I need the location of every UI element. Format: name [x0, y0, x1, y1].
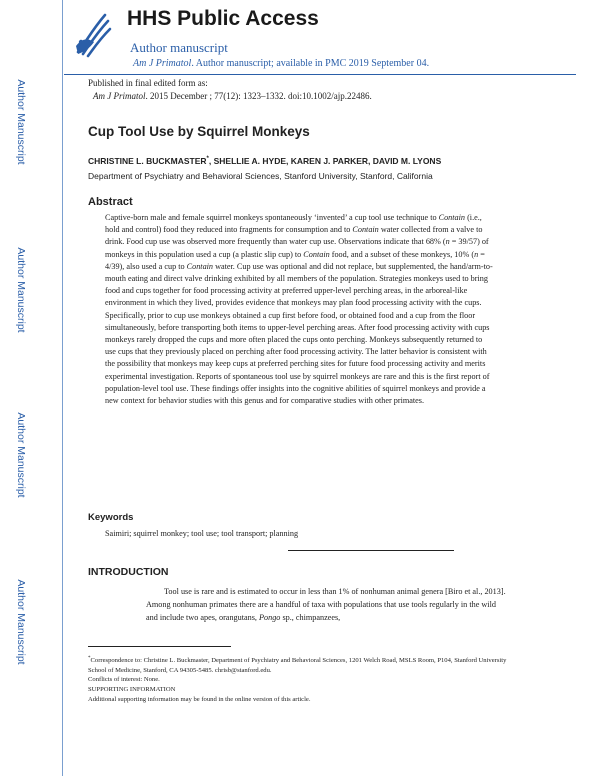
conflicts-footnote: Conflicts of interest: None. [88, 676, 160, 684]
correspondence-footnote: *Correspondence to: Christine L. Buckmaster, Department of Psychiatry and Behavioral Sciences, 1201 Welch Road, MSLS Room, P104, Stanford University School of Medicine, Stanford, CA 94305-5485. chrisb@stanford.edu. [88, 656, 507, 674]
journal-abbrev: Am J Primatol [133, 58, 192, 69]
keywords-heading: Keywords [88, 512, 134, 523]
citation-journal: Am J Primatol [93, 91, 146, 101]
hhs-eagle-logo-icon [72, 8, 112, 60]
side-label-3: Author Manuscript [15, 412, 27, 498]
footnote-rule [88, 646, 231, 647]
footnotes [88, 654, 508, 704]
hhs-title: HHS Public Access [127, 7, 319, 30]
pmc-availability [133, 58, 429, 69]
abstract-heading: Abstract [88, 196, 133, 208]
published-label: Published in final edited form as: [88, 78, 208, 88]
supporting-info-heading: SUPPORTING INFORMATION [88, 685, 176, 693]
author-manuscript-label: Author manuscript [130, 40, 228, 55]
author-first: CHRISTINE L. BUCKMASTER [88, 156, 207, 166]
author-mark: * [206, 156, 209, 163]
header-rule [64, 74, 576, 75]
affiliation: Department of Psychiatry and Behavioral Sciences, Stanford University, Stanford, California [88, 171, 433, 181]
published-citation [88, 77, 372, 103]
citation-line [88, 90, 372, 103]
abstract-text: Captive-born male and female squirrel monkeys spontaneously ‘invented’ a cup tool use technique to Contain (i.e., hold and control) food they reduced into fragments for consumption and to Contain water collected from a valve to drink. Food cup use was observed more frequently than water cup use. Observations indicate that 68% (n = 39/57) of monkeys in this population used a cup (a plastic slip cup) to Contain food, and a subset of these monkeys, 10% (n = 4/39), also used a cup to Contain water. Cup use was optional and did not replace, but supplemented, the hand/arm-to-mouth eating and direct valve drinking exhibited by all members of the population. Strategies monkeys used to bring food and cups together for food processing activity at preferred upper-level perching areas, in the arboreal-like environment in which they lived, provides evidence that monkeys may plan food processing activity with the cups. Specifically, prior to cup use monkeys obtained a cup first before food, or obtained food and a cup from the floor simultaneously, before transporting both items to upper-level perching areas. After food processing activity with cups monkeys rarely dropped the cups and more often placed the cups onto perching. Monkeys subsequently returned to use cups that they previously placed on perching after food processing activity. The latter behavior is consistent with the possibility that monkeys may keep cups at preferred perching sites for future food processing activity and merits experimental investigation. Reports of spontaneous tool use by squirrel monkeys are rare and this is the first report of population-level tool use. These findings offer insights into the cognitive abilities of squirrel monkeys and provide a new context for behavior studies with this genus and for comparative studies with other primates. [105, 213, 493, 406]
keywords-text: Saimiri; squirrel monkey; tool use; tool transport; planning [105, 529, 299, 538]
margin-rule [62, 0, 63, 776]
supporting-info-text: Additional supporting information may be found in the online version of this article. [88, 695, 311, 703]
author-rest: , SHELLIE A. HYDE, KAREN J. PARKER, DAVID M. LYONS [208, 156, 442, 166]
keywords-rule [288, 550, 454, 551]
availability-text: . Author manuscript; available in PMC 2019 September 04. [191, 58, 430, 69]
side-label-2: Author Manuscript [15, 247, 27, 333]
introduction-heading: INTRODUCTION [88, 566, 169, 578]
introduction-text: Tool use is rare and is estimated to occur in less than 1% of nonhuman animal genera [Biro et al., 2013]. Among nonhuman primates there are a handful of taxa with populations that use tools regularly in the wild and include two apes, orangutans, Pongo sp., chimpanzees, [146, 587, 506, 622]
author-list [88, 156, 441, 166]
side-label-4: Author Manuscript [15, 579, 27, 665]
paper-title: Cup Tool Use by Squirrel Monkeys [88, 124, 310, 139]
citation-details: . 2015 December ; 77(12): 1323–1332. doi:10.1002/ajp.22486. [145, 91, 372, 101]
side-label-1: Author Manuscript [15, 79, 27, 165]
